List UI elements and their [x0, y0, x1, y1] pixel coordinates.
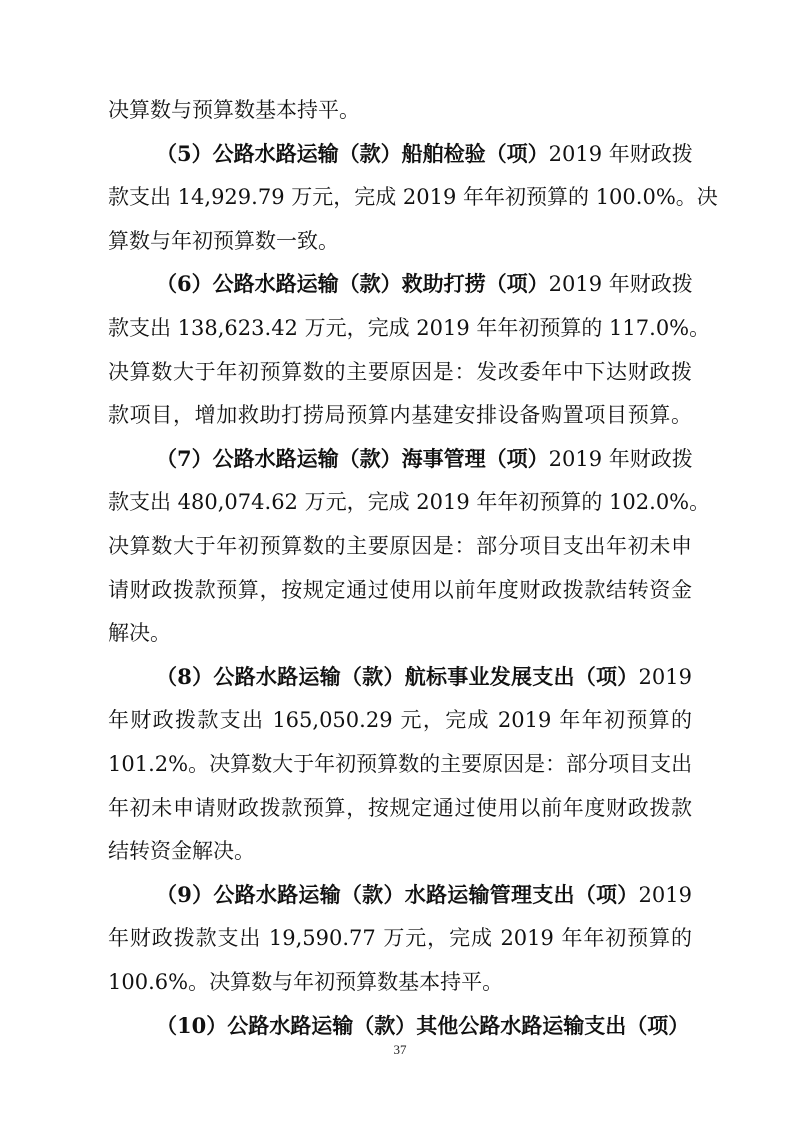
text-line: 年财政拨款支出 165,050.29 元，完成 2019 年年初预算的 [108, 708, 692, 732]
text-line: 解决。 [108, 621, 171, 645]
text-line: （9）公路水路运输（款）水路运输管理支出（项）2019 [156, 882, 692, 907]
section-heading: （8）公路水路运输（款）航标事业发展支出（项） [156, 664, 639, 689]
text-line: 款支出 480,074.62 万元，完成 2019 年年初预算的 102.0%。 [108, 490, 711, 514]
text-line: 款支出 138,623.42 万元，完成 2019 年年初预算的 117.0%。 [108, 316, 711, 340]
text-line: 决算数与预算数基本持平。 [108, 98, 360, 122]
section-heading: （7）公路水路运输（款）海事管理（项） [156, 446, 549, 471]
section-heading: （6）公路水路运输（款）救助打捞（项） [156, 271, 549, 296]
page-number: 37 [393, 1042, 407, 1057]
text-line: 算数与年初预算数一致。 [108, 229, 339, 253]
text-line: 结转资金解决。 [108, 839, 255, 863]
text-line: 100.6%。决算数与年初预算数基本持平。 [108, 970, 504, 994]
text-line: 年财政拨款支出 19,590.77 万元，完成 2019 年年初预算的 [108, 926, 692, 950]
text-line: 年初未申请财政拨款预算，按规定通过使用以前年度财政拨款 [108, 796, 692, 820]
text-line: （8）公路水路运输（款）航标事业发展支出（项）2019 [156, 664, 692, 689]
text-line: 决算数大于年初预算数的主要原因是：部分项目支出年初未申 [108, 534, 692, 558]
section-heading: （10）公路水路运输（款）其他公路水路运输支出（项） [156, 1013, 690, 1038]
section-heading: （5）公路水路运输（款）船舶检验（项） [156, 141, 549, 166]
text-line: （7）公路水路运输（款）海事管理（项）2019 年财政拨 [156, 446, 693, 471]
section-heading: （9）公路水路运输（款）水路运输管理支出（项） [156, 882, 639, 907]
text-line: 决算数大于年初预算数的主要原因是：发改委年中下达财政拨 [108, 360, 692, 384]
text-line: 款支出 14,929.79 万元，完成 2019 年年初预算的 100.0%。决 [108, 185, 718, 209]
text-line: 请财政拨款预算，按规定通过使用以前年度财政拨款结转资金 [108, 578, 692, 602]
text-line: 款项目，增加救助打捞局预算内基建安排设备购置项目预算。 [108, 403, 692, 427]
text-line: 101.2%。决算数大于年初预算数的主要原因是：部分项目支出 [108, 752, 693, 776]
text-line: （6）公路水路运输（款）救助打捞（项）2019 年财政拨 [156, 271, 693, 296]
text-line: （5）公路水路运输（款）船舶检验（项）2019 年财政拨 [156, 141, 693, 166]
